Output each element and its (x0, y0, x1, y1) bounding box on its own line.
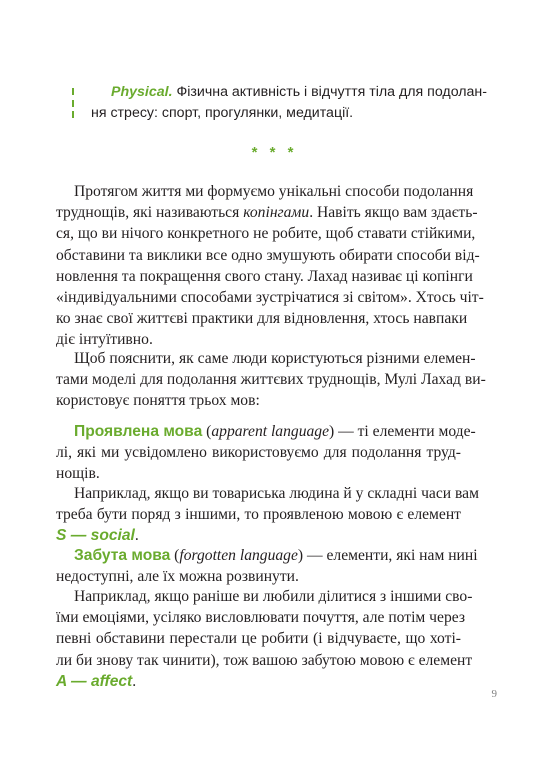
code-affect: A — affect (56, 672, 133, 690)
physical-term: Physical. (111, 84, 173, 100)
physical-item (91, 82, 487, 124)
apparent-language-definition: Проявлена мова (apparent language) — ті елементи моде- лі, які ми усвідомлено використовуємо для подолання труд- нощів. (56, 423, 476, 483)
forgotten-term: Забута мова (74, 547, 171, 564)
forgotten-language-definition: Забута мова (forgotten language) — елементи, які нам нині недоступні, але їх можна розвинути. (56, 547, 478, 586)
example-social: Наприклад, якщо ви товариська людина й у складні часи вам треба бути поряд з іншими, то проявленою мовою є елемент S — social. (56, 485, 479, 545)
apparent-term: Проявлена мова (74, 423, 203, 440)
paragraph-three-languages: Щоб пояснити, як саме люди користуються різними елемен- тами моделі для подолання життєвих труднощів, Мулі Лахад ви- користовує поняття трьох мов: (56, 350, 486, 410)
page-number: 9 (491, 688, 497, 700)
code-social: S — social (56, 527, 135, 545)
physical-text-line2: ня стресу: спорт, прогулянки, медитації. (91, 105, 354, 121)
section-separator: * * * (251, 144, 298, 161)
margin-mark (72, 100, 74, 107)
margin-mark (72, 111, 74, 118)
term-coping: копінгами (243, 204, 310, 222)
example-affect: Наприклад, якщо раніше ви любили ділитися з іншими сво- їми емоціями, усіляко висловлювати почуття, але потім через певні обставини перестали це робити (і відчуваєте, що хоті- ли би знову так чинити), тож вашою забутою мовою є елемент A — affect. (56, 588, 473, 690)
paragraph-coping: Протягом життя ми формуємо унікальні способи подолання труднощів, які називаються копінгами. Навіть якщо вам здаєть- ся, що ви нічого конкретного не робите, щоб ставати стійкими, обставини та виклики все одно змушують обирати способи від- новлення та покращення свого стану. Лахад називає ці копінги «індивідуальними способами зустрічатися зі світом». Хтось чіт- ко знає свої життєві практики для відновлення, хтось навпаки діє інтуїтивно. (56, 183, 484, 349)
margin-mark (72, 88, 74, 95)
physical-text: Фізична активність і відчуття тіла для подолан- (176, 84, 487, 100)
